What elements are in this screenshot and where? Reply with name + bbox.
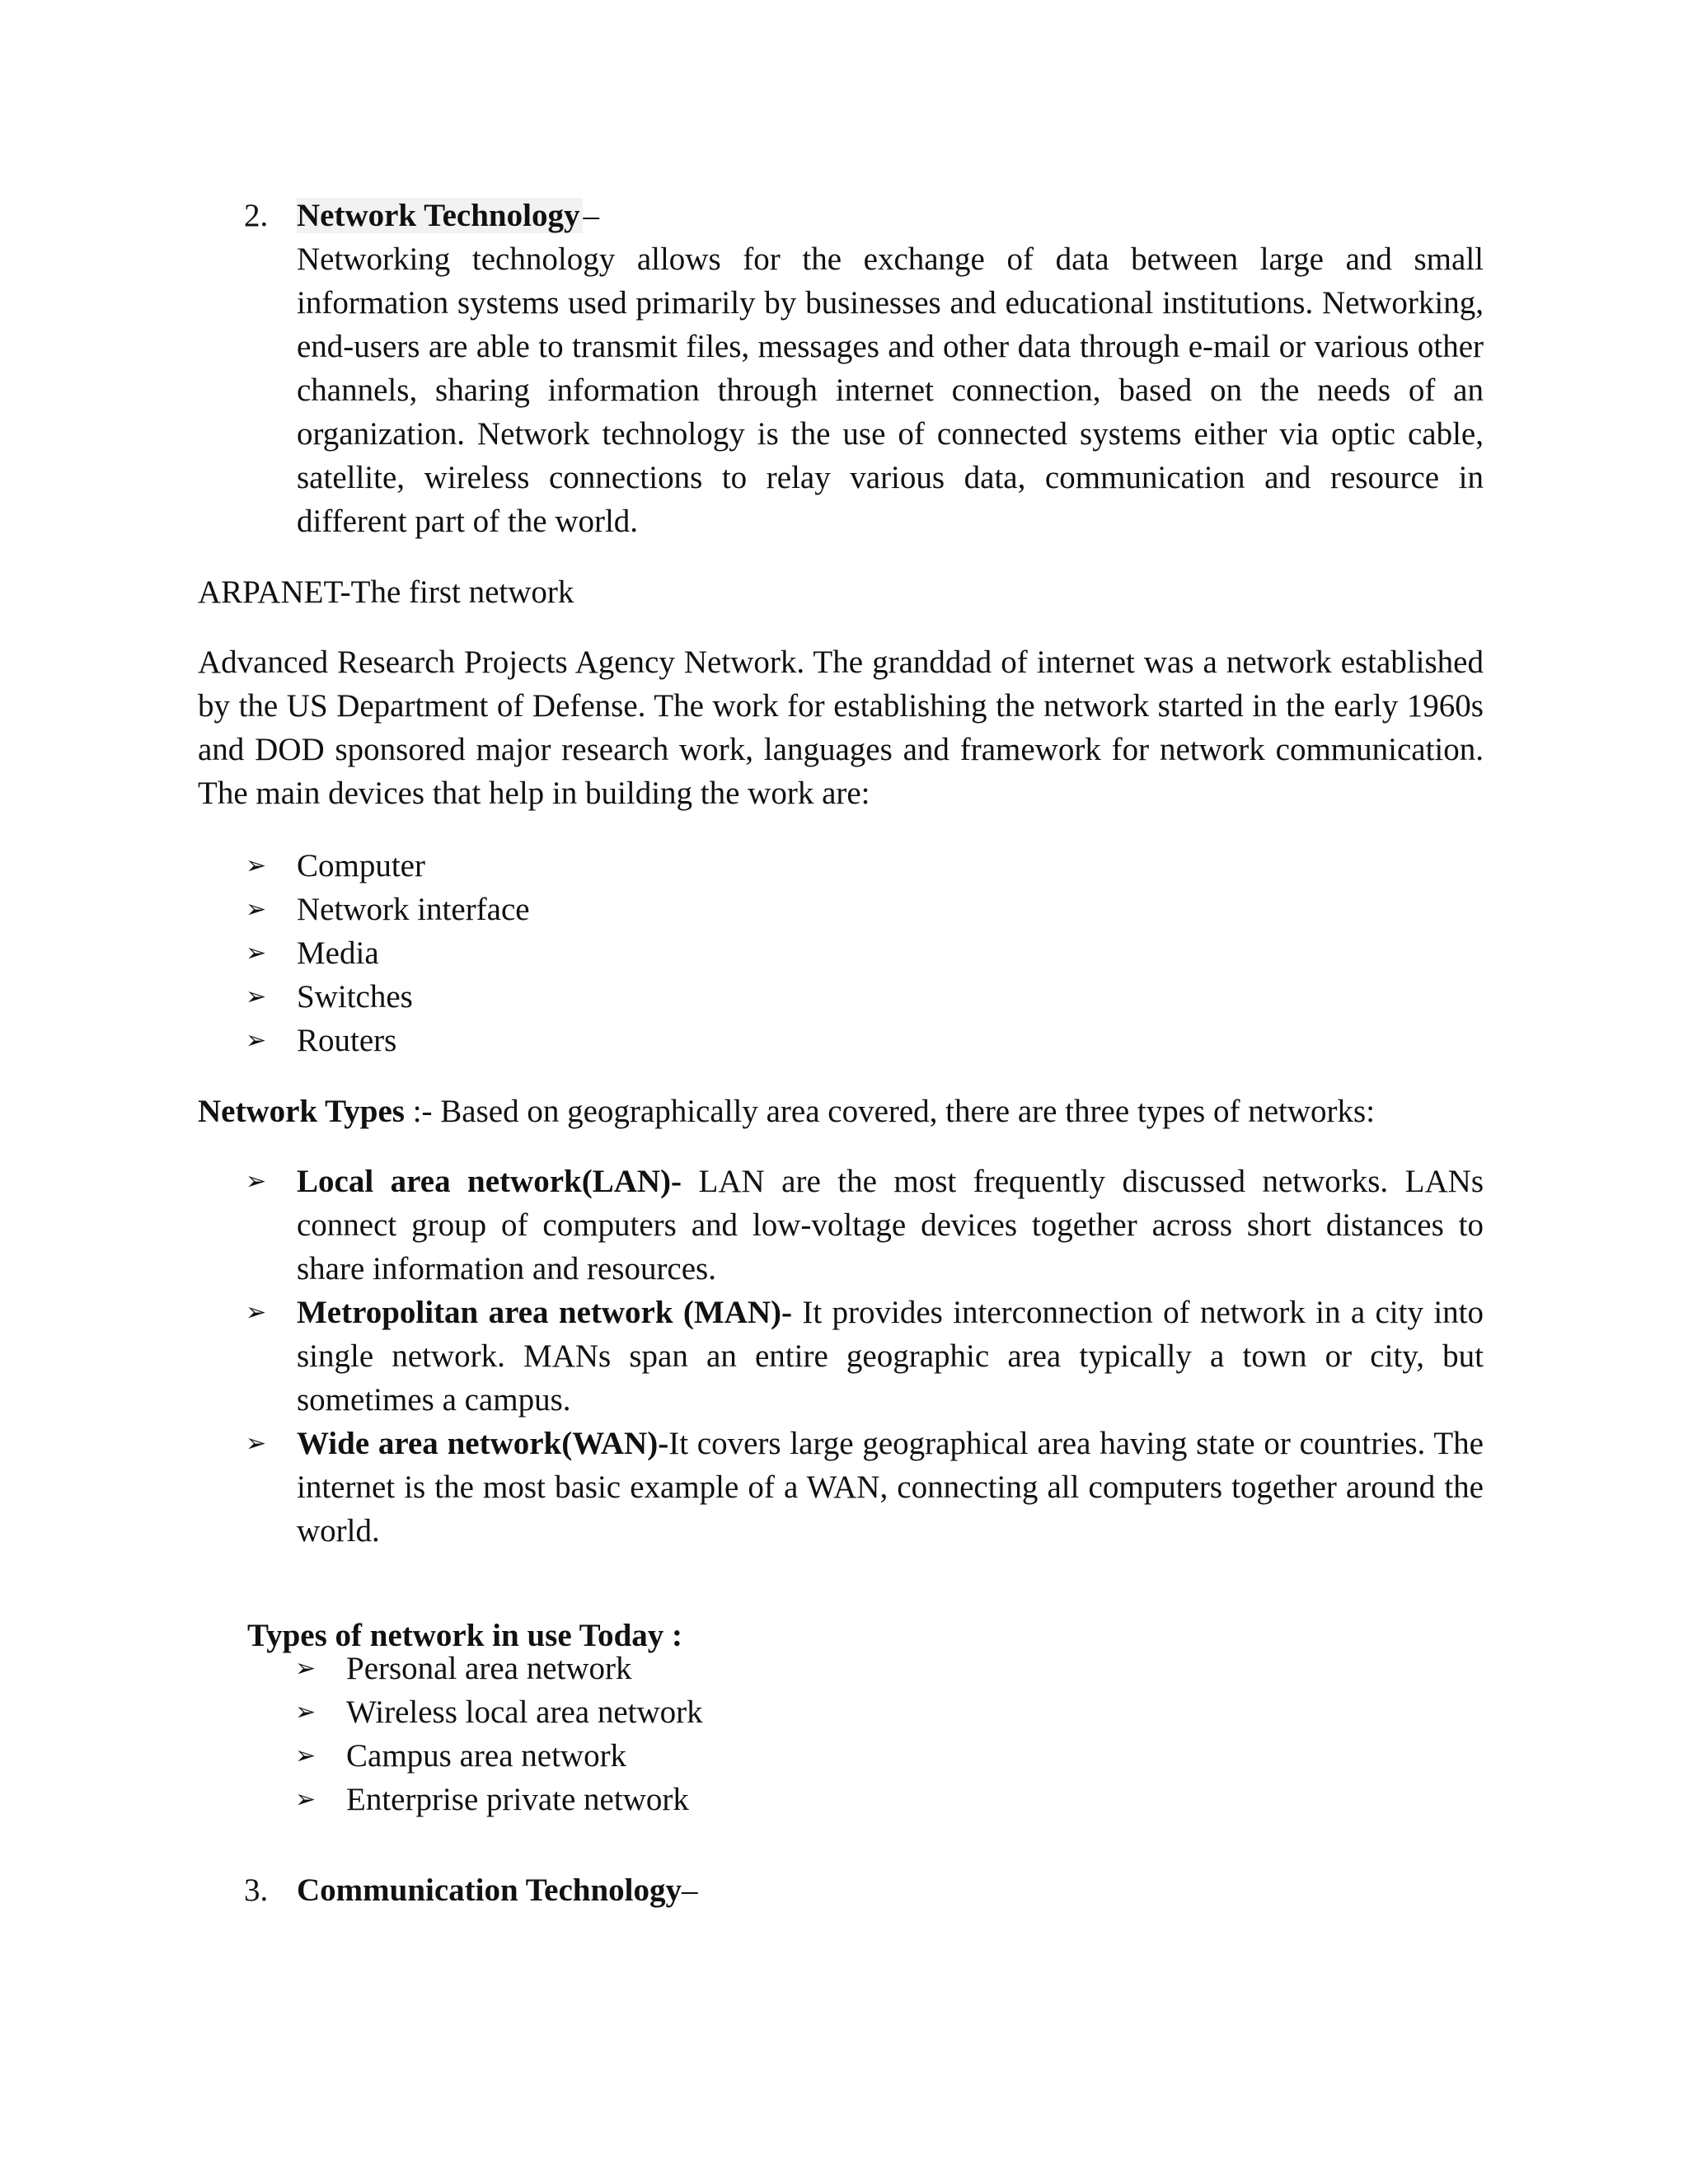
title-dash: – bbox=[583, 198, 599, 233]
arrow-bullet-icon: ➢ bbox=[295, 1698, 316, 1727]
list-item bbox=[198, 1019, 1484, 1062]
list-item-text: It covers large geographical area having state or countries. The internet is the most basic example of a WAN, connecting all computers together around the world. bbox=[297, 1426, 1484, 1549]
list-item bbox=[198, 975, 1484, 1019]
types-today-list bbox=[247, 1647, 1484, 1821]
list-item bbox=[198, 1422, 1484, 1553]
arrow-bullet-icon: ➢ bbox=[295, 1654, 316, 1683]
list-item bbox=[247, 1778, 1484, 1821]
list-item-text: Switches bbox=[297, 979, 413, 1015]
section-number: 3. bbox=[244, 1872, 269, 1908]
list-item-term: Local area network(LAN)- bbox=[297, 1164, 682, 1199]
list-item-text: Enterprise private network bbox=[346, 1782, 689, 1817]
arrow-bullet-icon: ➢ bbox=[295, 1741, 316, 1770]
section-number: 2. bbox=[244, 198, 269, 233]
title-dash: – bbox=[682, 1872, 698, 1908]
arrow-bullet-icon: ➢ bbox=[246, 982, 267, 1011]
network-types-line bbox=[198, 1090, 1375, 1133]
list-item bbox=[247, 1690, 1484, 1734]
list-item bbox=[198, 844, 1484, 888]
list-item-text: It provides interconnection of network in a city into single network. MANs span an entire geographic area typically a town or city, but sometimes a campus. bbox=[297, 1295, 1484, 1418]
network-types-list bbox=[198, 1160, 1484, 1553]
list-item-text: Campus area network bbox=[346, 1738, 627, 1774]
arrow-bullet-icon: ➢ bbox=[246, 1026, 267, 1055]
section-title bbox=[297, 194, 599, 237]
list-item-text: LAN are the most frequently discussed networks. LANs connect group of computers and low-voltage devices together across short distances to share information and resources. bbox=[297, 1164, 1484, 1286]
list-item-text: Routers bbox=[297, 1023, 397, 1058]
network-technology-paragraph: Networking technology allows for the exchange of data between large and small information systems used primarily by businesses and educational institutions. Networking, end-users are able to transmit files, messages and other data through e-mail or various other channels, sharing information through internet connection, based on the needs of an organization. Network technology is the use of connected systems either via optic cable, satellite, wireless connections to relay various data, communication and resource in different part of the world. bbox=[297, 241, 1484, 539]
arrow-bullet-icon: ➢ bbox=[246, 851, 267, 880]
network-types-label: Network Types bbox=[198, 1094, 405, 1129]
arpanet-heading: ARPANET-The first network bbox=[198, 574, 574, 610]
list-item-text: Computer bbox=[297, 848, 425, 883]
arrow-bullet-icon: ➢ bbox=[246, 895, 267, 924]
list-item bbox=[247, 1734, 1484, 1778]
section-title-text: Network Technology bbox=[297, 198, 583, 233]
section-2-heading bbox=[198, 194, 1484, 237]
arrow-bullet-icon: ➢ bbox=[246, 1167, 267, 1196]
section-3-heading bbox=[198, 1868, 1484, 1912]
arrow-bullet-icon: ➢ bbox=[295, 1785, 316, 1814]
list-item bbox=[247, 1647, 1484, 1690]
arrow-bullet-icon: ➢ bbox=[246, 1298, 267, 1327]
list-item bbox=[198, 888, 1484, 931]
list-item-term: Metropolitan area network (MAN)- bbox=[297, 1295, 792, 1330]
list-item-text: Media bbox=[297, 935, 379, 971]
arrow-bullet-icon: ➢ bbox=[246, 939, 267, 968]
list-item-text: Wireless local area network bbox=[346, 1694, 703, 1730]
list-item-term: Wide area network(WAN)- bbox=[297, 1426, 669, 1461]
arpanet-paragraph: Advanced Research Projects Agency Network. The granddad of internet was a network established by the US Department of Defense. The work for establishing the network started in the early 1960s and DOD sponsored major research work, languages and framework for network communication. The main devices that help in building the work are: bbox=[198, 644, 1484, 811]
devices-list bbox=[198, 844, 1484, 1062]
section-title bbox=[297, 1868, 698, 1912]
list-item bbox=[198, 931, 1484, 975]
list-item bbox=[198, 1291, 1484, 1422]
list-item-text: Network interface bbox=[297, 892, 530, 927]
section-title-text: Communication Technology bbox=[297, 1872, 682, 1908]
types-today-heading: Types of network in use Today : bbox=[247, 1618, 683, 1653]
list-item bbox=[198, 1160, 1484, 1291]
network-types-intro: :- Based on geographically area covered, there are three types of networks: bbox=[404, 1094, 1376, 1129]
list-item-text: Personal area network bbox=[346, 1651, 632, 1686]
arrow-bullet-icon: ➢ bbox=[246, 1429, 267, 1458]
